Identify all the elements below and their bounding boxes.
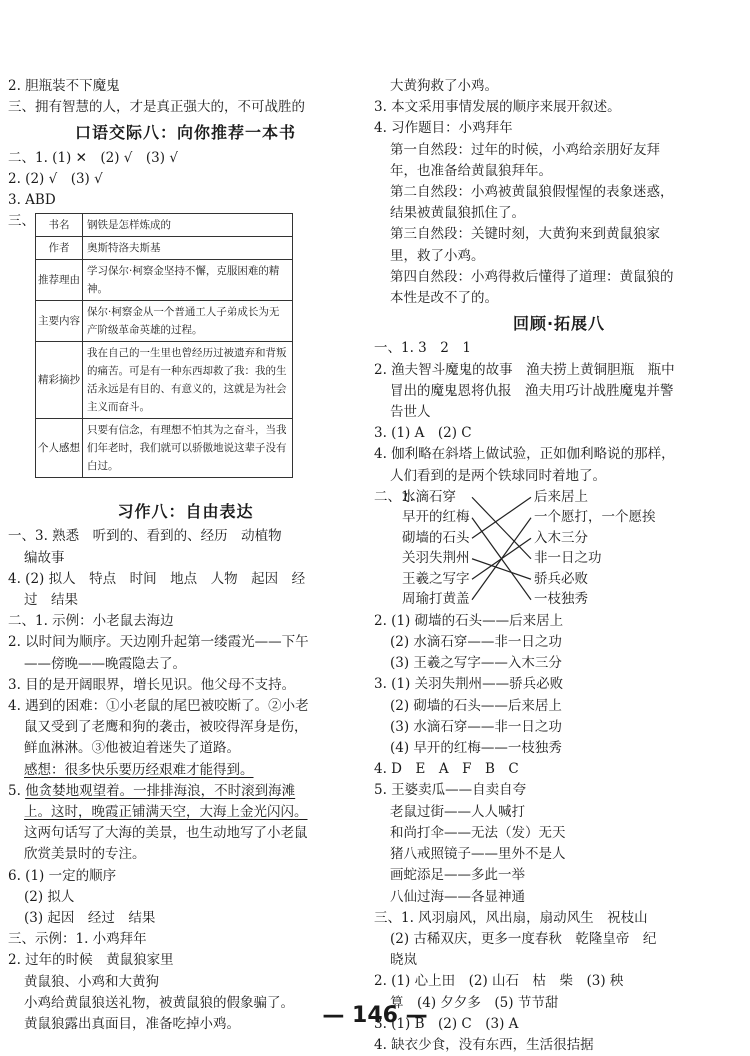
page-number: — 146 — (322, 1003, 428, 1028)
text-line: 4. 习作题目：小鸡拜年 (374, 120, 513, 137)
text-line: 小鸡给黄鼠狼送礼物，被黄鼠狼的假象骗了。 (24, 994, 294, 1011)
matching-line (472, 497, 531, 559)
table-value-cell: 钢铁是怎样炼成的 (83, 214, 293, 237)
matching-left-item: 水滴石穿 (402, 488, 456, 505)
text-line: 第二自然段：小鸡被黄鼠狼假惺惺的表象迷惑， (390, 184, 674, 201)
text-line: 画蛇添足——多此一举 (390, 867, 525, 884)
text-line: 黄鼠狼、小鸡和大黄狗 (24, 973, 159, 990)
text-line: 冒出的魔鬼恩将仇报 渔夫用巧计战胜魔鬼并警 (390, 382, 674, 399)
text-line: 5. 王婆卖瓜——自卖自夸 (374, 782, 527, 799)
oral-communication-answers (8, 148, 363, 212)
text-line: 猪八戒照镜子——里外不是人 (390, 846, 566, 863)
left-column (8, 76, 363, 1035)
text-line: 八仙过海——各显神通 (390, 888, 525, 905)
review-answers (374, 338, 744, 486)
text-line: 欣赏美景时的专注。 (24, 846, 146, 863)
table-value-cell: 保尔·柯察金从一个普通工人子弟成长为无产阶级革命英雄的过程。 (83, 301, 293, 342)
right-column (374, 76, 744, 1056)
text-line: 一、1. 3 2 1 (374, 340, 471, 357)
text-line: 一、3. 熟悉 听到的、看到的、经历 动植物 (8, 528, 282, 545)
text-line: ——傍晚——晚霞隐去了。 (24, 655, 186, 672)
table-key-cell: 书名 (36, 214, 83, 237)
text-line: 3. ABD (8, 192, 56, 209)
matching-right-item: 后来居上 (534, 488, 588, 505)
text-line: 4. 遇到的困难：①小老鼠的尾巴被咬断了。②小老 (8, 698, 309, 715)
text-line: 2. 以时间为顺序。天边刚升起第一缕霞光——下午 (8, 634, 309, 651)
table-key-cell: 作者 (36, 237, 83, 260)
text-line: 年，也准备给黄鼠狼拜年。 (390, 162, 552, 179)
text-line: 鲜血淋淋。③他被迫着迷失了道路。 (24, 740, 240, 757)
review-answers-cont (374, 611, 744, 1056)
text-line: 2. (2) √ (3) √ (8, 170, 103, 187)
table-row (36, 237, 293, 260)
text-line: 老鼠过街——人人喊打 (390, 803, 525, 820)
item5-underlined: 他贪婪地观望着。一排排海浪，不时滚到海滩 (25, 782, 296, 799)
text-line: 编故事 (24, 549, 65, 566)
item5-line2: 上。这时，晚霞正铺满天空，大海上金光闪闪。 (24, 804, 308, 821)
table-key-cell: 推荐理由 (36, 260, 83, 301)
table-row (36, 301, 293, 342)
matching-left-item: 砌墙的石头 (402, 529, 470, 546)
book-recommendation-table (35, 213, 293, 478)
table-row (36, 260, 293, 301)
text-line: 二、1. 示例：小老鼠去海边 (8, 613, 174, 630)
text-line: 2. (1) 心上田 (2) 山石 枯 柴 (3) 秧 (374, 973, 624, 990)
text-line: (2) 拟人 (24, 888, 75, 905)
table-label: 三、 (8, 213, 35, 230)
matching-left-item: 周瑜打黄盖 (402, 591, 470, 608)
text-line: 4. D E A F B C (374, 761, 519, 778)
matching-left-item: 关羽失荆州 (402, 550, 470, 567)
text-line: 人们看到的是两个铁球同时着地了。 (390, 467, 606, 484)
text-line: 3. 目的是开阔眼界，增长见识。他父母不支持。 (8, 676, 296, 693)
text-line: 二、1. (1) ✕ (2) √ (3) √ (8, 149, 178, 166)
matching-right-item: 一个愿打，一个愿挨 (534, 509, 656, 526)
table-key-cell: 个人感想 (36, 419, 83, 478)
left-intro (8, 76, 363, 118)
table-row (36, 419, 293, 478)
table-row (36, 342, 293, 419)
heading-free-writing: 习作八：自由表达 (117, 502, 254, 522)
text-line: 4. 伽利略在斜塔上做试验，正如伽利略说的那样， (374, 446, 675, 463)
matching-right-item: 骄兵必败 (534, 570, 588, 587)
text-line: 告世人 (390, 404, 431, 421)
text-line: 3. (1) B (2) C (3) A (374, 1015, 519, 1032)
text-line: 6. (1) 一定的顺序 (8, 867, 117, 884)
text-line: 2. 胆瓶装不下魔鬼 (8, 78, 120, 94)
text-line: 2. 渔夫智斗魔鬼的故事 渔夫捞上黄铜胆瓶 瓶中 (374, 361, 675, 378)
heading-review-expand: 回顾·拓展八 (512, 314, 606, 334)
free-writing-answers (8, 526, 363, 759)
book-recommendation-block (8, 211, 363, 497)
item5-line1 (8, 781, 363, 802)
text-line: 三、1. 风羽扇风，风出扇，扇动风生 祝枝山 (374, 909, 648, 926)
item5-number: 5. (8, 782, 26, 799)
text-line: 黄鼠狼露出真面目，准备吃掉小鸡。 (24, 1016, 240, 1033)
matching-lines (374, 487, 744, 611)
text-line: 2. 过年的时候 黄鼠狼家里 (8, 952, 174, 969)
matching-prefix: 二、1. (374, 488, 414, 505)
text-line: 三、拥有智慧的人，才是真正强大的，不可战胜的 (8, 99, 305, 116)
text-line: 三、示例：1. 小鸡拜年 (8, 931, 147, 948)
heading-oral-communication: 口语交际八：向你推荐一本书 (74, 123, 296, 143)
text-line: (2) 古稀双庆，更多一度春秋 乾隆皇帝 纪 (390, 930, 657, 947)
text-line: (3) 王羲之写字——入木三分 (390, 655, 562, 672)
text-line: 和尚打伞——无法（发）无天 (390, 824, 566, 841)
table-value-cell: 学习保尔·柯察金坚持不懈，克服困难的精神。 (83, 260, 293, 301)
text-line: 2. (1) 砌墙的石头——后来居上 (374, 612, 564, 629)
text-line: 本性是改不了的。 (390, 290, 498, 307)
text-line: (2) 水滴石穿——非一日之功 (390, 634, 562, 651)
matching-left-item: 王羲之写字 (402, 570, 470, 587)
text-line: 过 结果 (24, 592, 78, 609)
matching-right-item: 非一日之功 (534, 550, 602, 567)
text-line: 3. (1) A (2) C (374, 425, 472, 442)
right-top-answers (374, 76, 744, 309)
text-line: 3. 本文采用事情发展的顺序来展开叙述。 (374, 99, 621, 116)
text-line: 4. 缺衣少食，没有东西，生活很拮据 (374, 1036, 594, 1053)
text-line: 鼠又受到了老鹰和狗的袭击，被咬得浑身是伤， (24, 719, 308, 736)
text-line: (3) 起因 经过 结果 (24, 910, 156, 927)
matching-line (472, 559, 531, 580)
matching-exercise (374, 487, 744, 611)
text-line: 这两句话写了大海的美景，也生动地写了小老鼠 (24, 825, 308, 842)
table-value-cell: 我在自己的一生里也曾经历过被遗弃和背叛的痛苦。可是有一种东西却救了我：我的生活永远是有目的、有意义的，这就是为社会主义而奋斗。 (83, 342, 293, 419)
matching-right-item: 入木三分 (534, 529, 588, 546)
text-line: 晓岚 (390, 952, 417, 969)
text-line: 算 (4) 夕夕多 (5) 节节甜 (390, 994, 559, 1011)
table-row (36, 214, 293, 237)
text-line: 4. (2) 拟人 特点 时间 地点 人物 起因 经 (8, 570, 306, 587)
feel-line: 感想：很多快乐要历经艰难才能得到。 (24, 761, 254, 778)
text-line: 第四自然段：小鸡得救后懂得了道理：黄鼠狼的 (390, 268, 674, 285)
table-value-cell: 只要有信念，有理想不怕其为之奋斗，当我们年老时，我们就可以骄傲地说这辈子没有白过。 (83, 419, 293, 478)
text-line: 第一自然段：过年的时候，小鸡给亲朋好友拜 (390, 141, 660, 158)
text-line: 里，救了小鸡。 (390, 247, 485, 264)
matching-left-item: 早开的红梅 (402, 509, 470, 526)
text-line: (3) 水滴石穿——非一日之功 (390, 718, 562, 735)
table-key-cell: 精彩摘抄 (36, 342, 83, 419)
text-line: 结果被黄鼠狼抓住了。 (390, 205, 525, 222)
text-line: 大黄狗救了小鸡。 (390, 78, 498, 94)
text-line: (4) 早开的红梅——一枝独秀 (390, 740, 562, 757)
text-line: 第三自然段：关键时刻，大黄狗来到黄鼠狼家 (390, 226, 660, 243)
matching-line (472, 497, 531, 538)
text-line: (2) 砌墙的石头——后来居上 (390, 697, 562, 714)
matching-right-item: 一枝独秀 (534, 591, 588, 608)
text-line: 3. (1) 关羽失荆州——骄兵必败 (374, 676, 564, 693)
table-value-cell: 奥斯特洛夫斯基 (83, 237, 293, 260)
table-key-cell: 主要内容 (36, 301, 83, 342)
